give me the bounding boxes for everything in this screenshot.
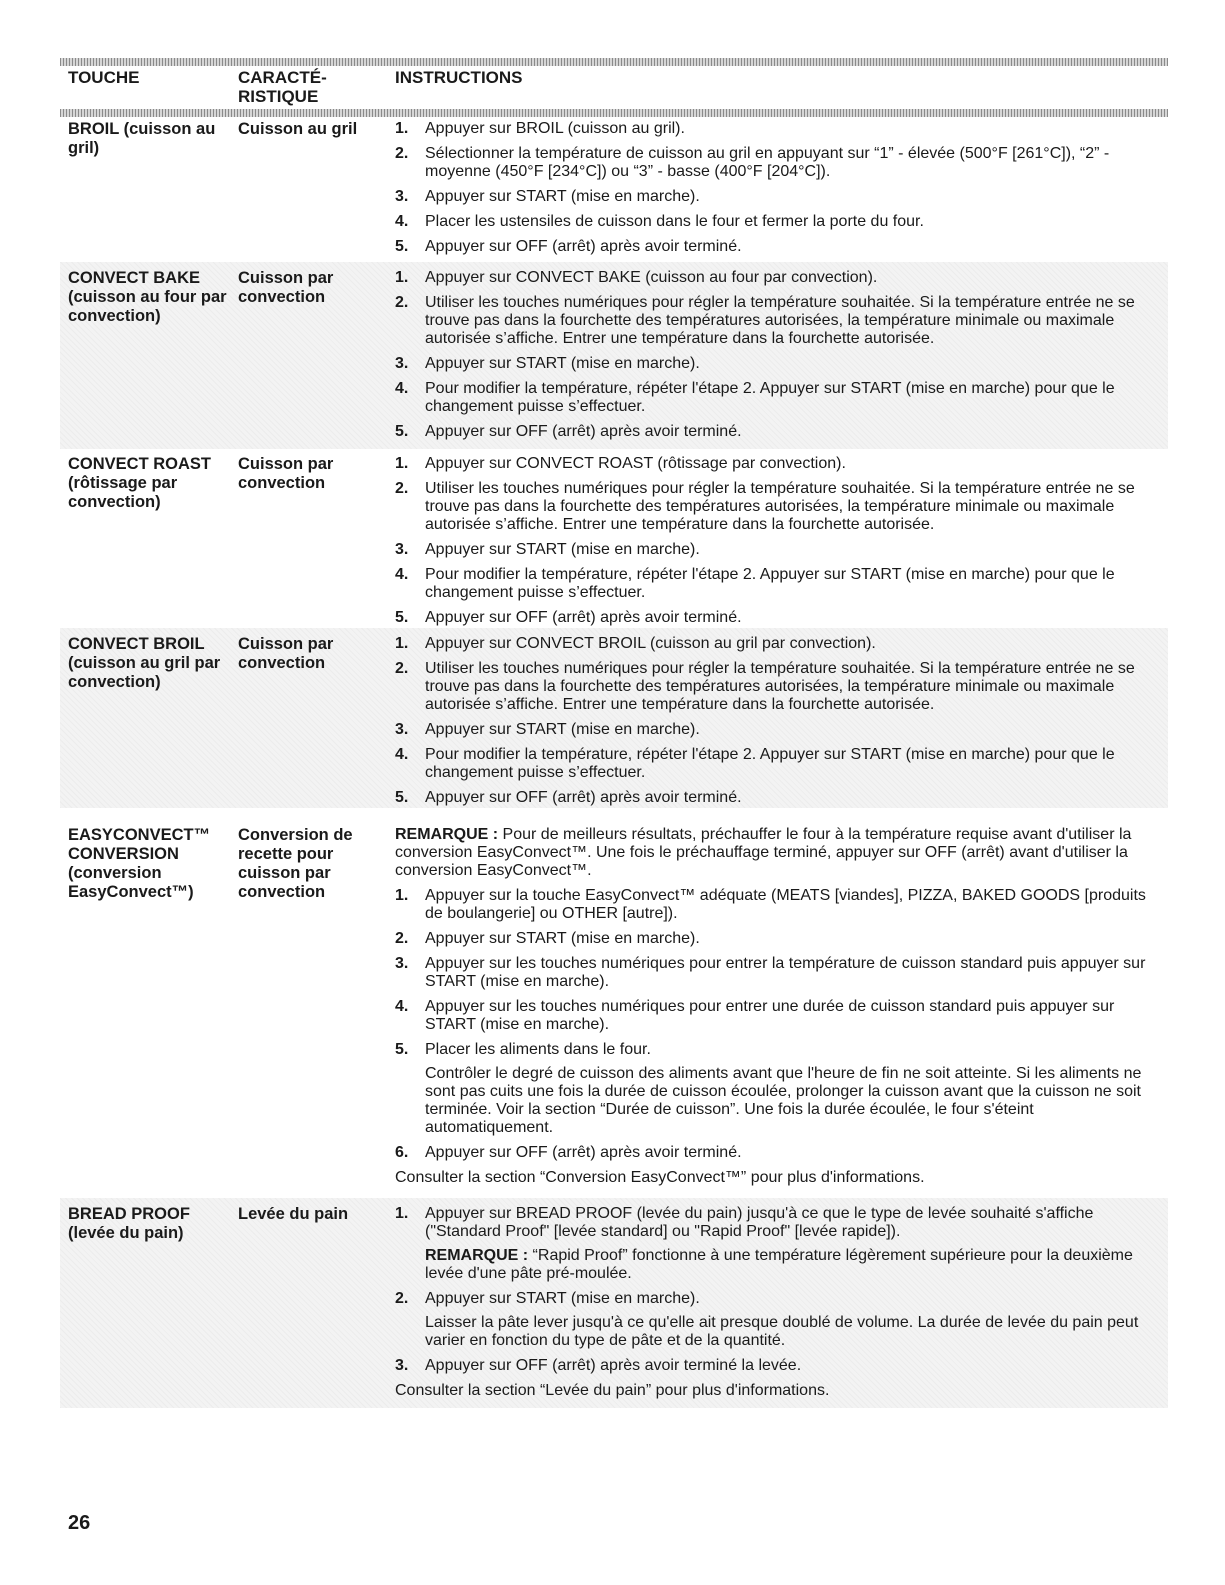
- step-item: 4. Appuyer sur les touches numériques pour entrer une durée de cuisson standard puis appuyer sur START (mise en marche).: [395, 998, 1115, 1033]
- feature-label: Cuisson par convection: [238, 635, 334, 672]
- header-instructions: INSTRUCTIONS: [395, 68, 523, 87]
- note: REMARQUE : Pour de meilleurs résultats, préchauffer le four à la température requise avant d'utiliser la conversion EasyConvect™. Une fois le préchauffage terminé, appuyer sur OFF (arrêt) avant d'utiliser la conversion EasyConvect™.: [395, 826, 1132, 879]
- feature-label: Levée du pain: [238, 1205, 349, 1223]
- table-row-bread-proof: [60, 1198, 1168, 1408]
- step-item: 4. Pour modifier la température, répéter l'étape 2. Appuyer sur START (mise en marche) pour que le changement puisse s’effectuer.: [395, 746, 1115, 781]
- step-item: 2. Utiliser les touches numériques pour régler la température souhaitée. Si la température entrée ne se trouve pas dans la fourchette des températures autorisées, la température minimale ou maximale autorisée s’affiche. Entrer une température dans la fourchette autorisée.: [395, 480, 1135, 533]
- step-item: 3. Appuyer sur START (mise en marche).: [395, 355, 700, 372]
- step-item: 1. Appuyer sur BREAD PROOF (levée du pain) jusqu'à ce que le type de levée souhaité s'affiche ("Standard Proof" [levée standard] ou "Rapid Proof" [levée rapide]). REMARQUE : “Rapid Proof” fonctionne à une température légèrement supérieure pour la deuxième levée d'une pâte pré-moulée.: [395, 1205, 1133, 1282]
- table-row-convect-roast: [60, 455, 1168, 625]
- step-item: 3. Appuyer sur OFF (arrêt) après avoir terminé la levée.: [395, 1357, 802, 1374]
- footer-note: Consulter la section “Conversion EasyConvect™” pour plus d'informations.: [395, 1169, 925, 1186]
- step-item: 1. Appuyer sur la touche EasyConvect™ adéquate (MEATS [viandes], PIZZA, BAKED GOODS [produits de boulangerie] ou OTHER [autre]).: [395, 887, 1146, 922]
- instructions: [395, 269, 1150, 448]
- step-item: 3. Appuyer sur les touches numériques pour entrer la température de cuisson standard puis appuyer sur START (mise en marche).: [395, 955, 1146, 990]
- step-item: 5. Appuyer sur OFF (arrêt) après avoir terminé.: [395, 238, 742, 255]
- step-item: 5. Placer les aliments dans le four. Contrôler le degré de cuisson des aliments avant que l'heure de fin ne soit atteinte. Si les aliments ne sont pas cuits une fois la durée de cuisson écoulée, prolonger la cuisson avant que la cuisson ne soit terminée. Voir la section “Durée de cuisson”. Une fois la durée écoulée, le four s'éteint automatiquement.: [395, 1041, 1142, 1136]
- step-item: 1. Appuyer sur CONVECT ROAST (rôtissage par convection).: [395, 455, 846, 472]
- footer-note: Consulter la section “Levée du pain” pour plus d'informations.: [395, 1382, 830, 1399]
- step-item: 5. Appuyer sur OFF (arrêt) après avoir terminé.: [395, 609, 742, 626]
- table-row-convect-broil: [60, 628, 1168, 808]
- step-item: 2. Appuyer sur START (mise en marche). Laisser la pâte lever jusqu'à ce qu'elle ait presque doublé de volume. La durée de levée du pain peut varier en fonction du type de pâte et de la quantité.: [395, 1290, 1139, 1349]
- feature-label: Cuisson au gril: [238, 120, 358, 138]
- key-label: EASYCONVECT™ CONVERSION (conversion EasyConvect™): [68, 826, 211, 901]
- step-item: 5. Appuyer sur OFF (arrêt) après avoir terminé.: [395, 789, 742, 806]
- step-item: 3. Appuyer sur START (mise en marche).: [395, 188, 700, 205]
- instructions: [395, 635, 1150, 814]
- step-item: 3. Appuyer sur START (mise en marche).: [395, 721, 700, 738]
- key-label: CONVECT BROIL (cuisson au gril par convection): [68, 635, 221, 691]
- step-item: 2. Sélectionner la température de cuisson au gril en appuyant sur “1” - élevée (500°F [261°C]), “2” - moyenne (450°F [234°C]) ou “3” - basse (400°F [204°C]).: [395, 145, 1110, 180]
- feature-label: Conversion de recette pour cuisson par convection: [238, 826, 353, 901]
- key-label: CONVECT BAKE (cuisson au four par convection): [68, 269, 227, 325]
- step-item: 1. Appuyer sur CONVECT BROIL (cuisson au gril par convection).: [395, 635, 876, 652]
- key-label: CONVECT ROAST (rôtissage par convection): [68, 455, 212, 511]
- step-item: 2. Appuyer sur START (mise en marche).: [395, 930, 700, 947]
- step-item: 4. Pour modifier la température, répéter l'étape 2. Appuyer sur START (mise en marche) pour que le changement puisse s’effectuer.: [395, 380, 1115, 415]
- step-item: 1. Appuyer sur BROIL (cuisson au gril).: [395, 120, 685, 137]
- feature-label: Cuisson par convection: [238, 269, 334, 306]
- instructions: [395, 1205, 1150, 1407]
- table-row-easyconvect: [60, 826, 1168, 1196]
- step-item: 4. Placer les ustensiles de cuisson dans le four et fermer la porte du four.: [395, 213, 924, 230]
- instructions: [395, 826, 1150, 1194]
- instructions: [395, 455, 1150, 634]
- key-label: BROIL (cuisson au gril): [68, 120, 216, 157]
- table-row-broil: [60, 120, 1168, 256]
- key-label: BREAD PROOF (levée du pain): [68, 1205, 190, 1242]
- header-touche: TOUCHE: [68, 68, 140, 87]
- step-item: 6. Appuyer sur OFF (arrêt) après avoir terminé.: [395, 1144, 742, 1161]
- header-caracteristique: CARACTÉ-RISTIQUE: [238, 68, 327, 106]
- step-item: 2. Utiliser les touches numériques pour régler la température souhaitée. Si la température entrée ne se trouve pas dans la fourchette des températures autorisées, la température minimale ou maximale autorisée s’affiche. Entrer une température dans la fourchette autorisée.: [395, 660, 1135, 713]
- table-row-convect-bake: [60, 262, 1168, 449]
- step-item: 3. Appuyer sur START (mise en marche).: [395, 541, 700, 558]
- feature-label: Cuisson par convection: [238, 455, 334, 492]
- step-item: 4. Pour modifier la température, répéter l'étape 2. Appuyer sur START (mise en marche) pour que le changement puisse s’effectuer.: [395, 566, 1115, 601]
- header-rule-bottom: [60, 109, 1168, 117]
- step-item: 5. Appuyer sur OFF (arrêt) après avoir terminé.: [395, 423, 742, 440]
- step-item: 1. Appuyer sur CONVECT BAKE (cuisson au four par convection).: [395, 269, 878, 286]
- page-number: 26: [68, 1512, 91, 1534]
- instructions: [395, 120, 1150, 263]
- header-rule-top: [60, 58, 1168, 66]
- step-item: 2. Utiliser les touches numériques pour régler la température souhaitée. Si la température entrée ne se trouve pas dans la fourchette des températures autorisées, la température minimale ou maximale autorisée s’affiche. Entrer une température dans la fourchette autorisée.: [395, 294, 1135, 347]
